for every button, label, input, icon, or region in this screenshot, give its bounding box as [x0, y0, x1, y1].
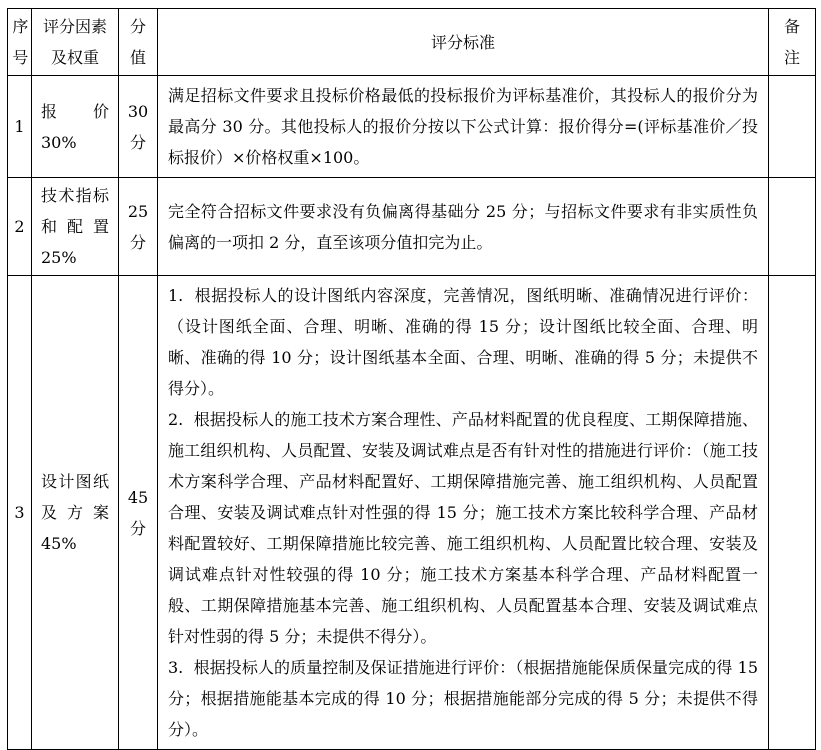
table-row-price [8, 76, 816, 178]
table-header-row [8, 9, 816, 76]
header-serial-number-label: 序号 [12, 17, 29, 67]
header-remark [769, 9, 816, 76]
row2-serial-number: 2 [8, 178, 32, 276]
row1-factor-weight: 报价 30% [32, 76, 119, 178]
row1-score-value: 30 分 [119, 76, 158, 178]
row2-criteria-paragraph: 完全符合招标文件要求没有负偏离得基础分 25 分；与招标文件要求有非实质性负偏离的一项扣 2 分，直至该项分值扣完为止。 [168, 201, 758, 252]
header-score-value-label: 分值 [129, 17, 146, 67]
header-factor-weight-label: 评分因素及权重 [42, 17, 107, 67]
row3-criteria-paragraph-2: 2. 根据投标人的施工技术方案合理性、产品材料配置的优良程度、工期保障措施、施工组织机构、人员配置、安装及调试难点是否有针对性的措施进行评价：（施工技术方案科学合理、产品材料配置好、工期保障措施完善、施工组织机构、人员配置合理、安装及调试难点针对性强的得 15 分；施工技术方案比较科学合理、产品材料配置较好、工期保障措施比较完善、施工组织机构、人员配置比较合理、安装及调试难点针对性较强的得 10 分；施工技术方案基本科学合理、产品材料配置一般、工期保障措施基本完善、施工组织机构、人员配置基本合理、安装及调试难点针对性弱的得 5 分；未提供不得分）。 [168, 410, 758, 646]
row1-remark [769, 76, 816, 178]
header-factor-weight [32, 9, 119, 76]
row3-score-value: 45 分 [119, 276, 158, 750]
row2-factor-weight: 技术指标和配置 25% [32, 178, 119, 276]
row3-remark [769, 276, 816, 750]
row3-criteria [158, 276, 769, 750]
row1-criteria [158, 76, 769, 178]
header-serial-number [8, 9, 32, 76]
row2-criteria [158, 178, 769, 276]
row3-serial-number: 3 [8, 276, 32, 750]
header-scoring-criteria-label: 评分标准 [430, 32, 495, 52]
row1-criteria-paragraph: 满足招标文件要求且投标价格最低的投标报价为评标基准价，其投标人的报价分为最高分 30 分。其他投标人的报价分按以下公式计算：报价得分=(评标基准价／投标报价）×价格权重×100。 [168, 86, 758, 167]
row3-factor-weight: 设计图纸及方案 45% [32, 276, 119, 750]
table-row-design [8, 276, 816, 750]
row3-criteria-paragraph-1: 1. 根据投标人的设计图纸内容深度，完善情况，图纸明晰、准确情况进行评价：（设计图纸全面、合理、明晰、准确的得 15 分；设计图纸比较全面、合理、明晰、准确的得 10 分；设计图纸基本全面、合理、明晰、准确的得 5 分；未提供不得分）。 [168, 286, 758, 398]
header-score-value [119, 9, 158, 76]
table-row-technical [8, 178, 816, 276]
header-scoring-criteria [158, 9, 769, 76]
row2-remark [769, 178, 816, 276]
row2-score-value: 25 分 [119, 178, 158, 276]
row3-criteria-paragraph-3: 3. 根据投标人的质量控制及保证措施进行评价：（根据措施能保质保量完成的得 15 分；根据措施能基本完成的得 10 分；根据措施能部分完成的得 5 分；未提供不得分）。 [168, 658, 758, 739]
row1-serial-number: 1 [8, 76, 32, 178]
header-remark-label: 备注 [783, 17, 800, 67]
scoring-criteria-table [7, 8, 816, 750]
